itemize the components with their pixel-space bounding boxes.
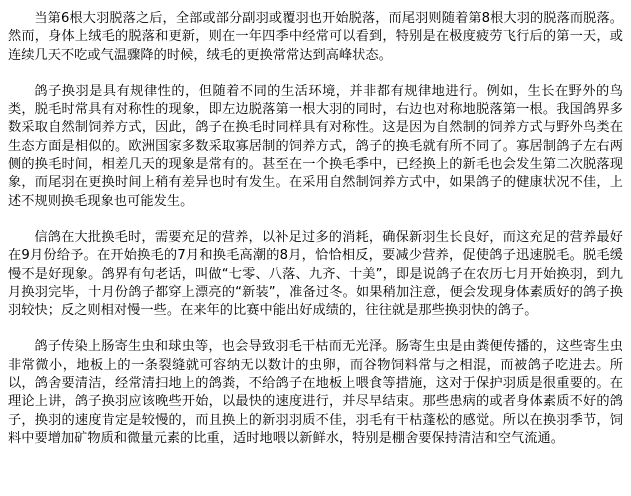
paragraph-parasites-and-hygiene: 鸽子传染上肠寄生虫和球虫等，也会导致羽毛干枯而无光泽。肠寄生虫是由粪便传播的，这些寄生虫非常微小，地板上的一条裂缝就可容纳无以数计的虫卵，而谷物饲料常与之相混，而被鸽子吃进去。所以，鸽舍要清洁，经常清扫地上的鸽粪，不给鸽子在地板上喂食等措施，这对于保护羽质是很重要的。在理论上讲，鸽子换羽应该晚些开始，以最快的速度进行，并尽早结束。那些患病的或者身体素质不好的鸽子，换羽的速度肯定是较慢的，而且换上的新羽羽质不佳，羽毛有干枯蓬松的感觉。所以在换羽季节，饲料中要增加矿物质和微量元素的比重，适时地喂以新鲜水，特别是棚舍要保持清洁和空气流通。 <box>8 339 623 446</box>
paragraph-molting-nutrition: 信鸽在大批换毛时，需要充足的营养，以补足过多的消耗，确保新羽生长良好，而这充足的营养最好在9月份给予。在开始换毛的7月和换毛高潮的8月，恰恰相反，要减少营养，促使鸽子迅速脱毛。脱毛缓慢不是好现象。鸽界有句老话，叫做“七零、八落、九齐、十美”，即是说鸽子在农历七月开始换羽，到九月换羽完毕，十月份鸽子都穿上漂亮的“新装”，准备过冬。如果稍加注意，便会发现身体素质好的鸽子换羽较快；反之则相对慢一些。在来年的比赛中能出好成绩的，往往就是那些换羽快的鸽子。 <box>8 229 623 319</box>
paragraph-molting-sequence: 当第6根大羽脱落之后，全部或部分副羽或覆羽也开始脱落，而尾羽则随着第8根大羽的脱落而脱落。然而，身体上绒毛的脱落和更新，则在一年四季中经常可以看到，特别是在极度疲劳飞行后的第一天，或连续几天不吃或气温骤降的时候，绒毛的更换常常达到高峰状态。 <box>8 11 623 63</box>
paragraph-molting-regularity: 鸽子换羽是具有规律性的，但随着不同的生活环境，并非都有规律地进行。例如，生长在野外的鸟类，脱毛时常具有对称性的现象，即左边脱落第一根大羽的同时，右边也对称地脱落第一根。我国鸽界多数采取自然制饲养方式，因此，鸽子在换毛时同样具有对称性。这是因为自然制的饲养方式与野外鸟类在生态方面是相似的。欧洲国家多数采取寡居制的饲养方式，鸽子的换毛就有所不同了。寡居制鸽子左右两侧的换毛时间，相差几天的现象是常有的。甚至在一个换毛季中，已经换上的新毛也会发生第二次脱落现象，而尾羽在更换时间上稍有差异也时有发生。在采用自然制饲养方式中，如果鸽子的健康状况不佳，上述不规则换毛现象也可能发生。 <box>8 83 623 209</box>
